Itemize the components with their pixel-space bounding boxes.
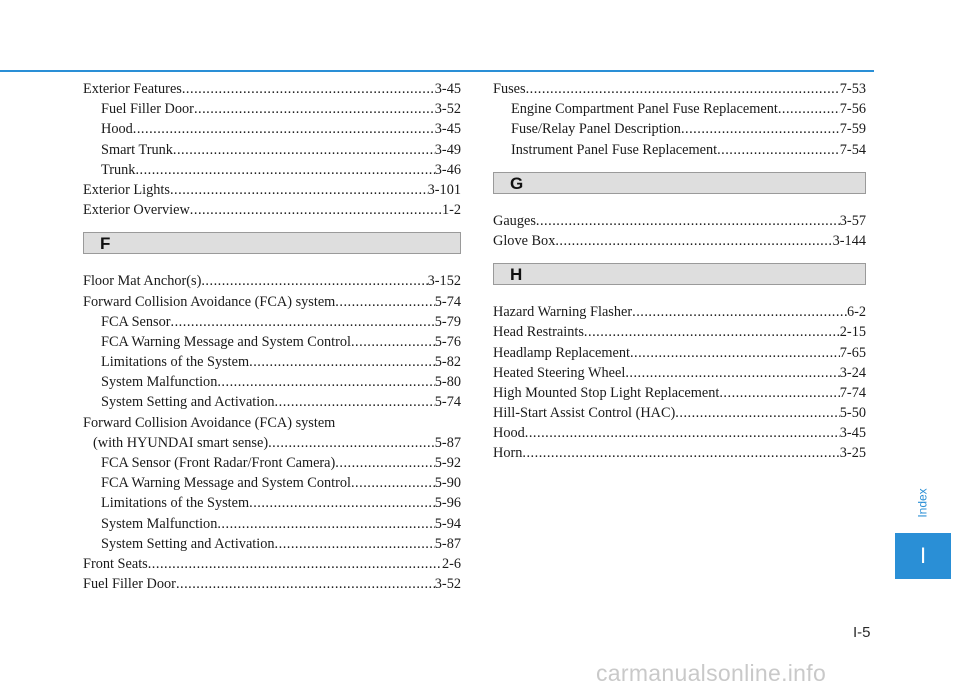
entry-page-ref: 7-56 [839,101,866,118]
entry-text: High Mounted Stop Light Replacement [493,384,720,401]
entry-text: Limitations of the System [101,354,250,371]
entry-page-ref: 5-76 [434,333,461,350]
index-subentry[interactable] [83,160,461,180]
entry-text: Smart Trunk [101,141,173,158]
entry-text: Horn [493,445,523,462]
index-entry[interactable] [83,271,461,291]
entry-text: Instrument Panel Fuse Replacement [511,141,718,158]
dot-leader [173,140,435,160]
entry-text: Hood [493,425,525,442]
dot-leader [719,383,839,403]
dot-leader [182,79,435,99]
entry-text: Engine Compartment Panel Fuse Replacement [511,101,778,118]
entry-text: Exterior Features [83,81,182,97]
dot-leader [190,200,442,220]
entry-page-ref: 7-59 [839,121,866,138]
dot-leader [630,343,840,363]
index-entry[interactable] [83,79,461,99]
entry-page-ref: 3-45 [434,121,461,138]
dot-leader [778,99,840,119]
dot-leader [717,140,840,160]
index-entry[interactable] [493,423,866,443]
entry-text: FCA Sensor [101,313,171,330]
entry-text: FCA Warning Message and System Control [101,475,351,492]
entry-page-ref: 7-74 [839,384,866,401]
index-subentry[interactable] [83,312,461,332]
dot-leader [170,180,428,200]
index-subentry[interactable] [83,514,461,534]
dot-leader [148,554,442,574]
dot-leader [522,443,839,463]
entry-page-ref: 5-92 [434,455,461,471]
entry-text: Floor Mat Anchor(s) [83,273,202,290]
dot-leader [135,160,434,180]
index-subentry[interactable] [83,493,461,513]
entry-text: Hood [101,121,133,138]
dot-leader [536,211,840,231]
entry-page-ref: 3-24 [839,364,866,381]
dot-leader [275,392,435,412]
entry-text: Fuel Filler Door [101,101,194,118]
entry-text: Glove Box [493,232,556,249]
entry-text: System Setting and Activation [101,394,275,411]
entry-page-ref: 5-94 [434,515,461,532]
entry-page-ref: 3-52 [434,576,461,593]
entry-text: Forward Collision Avoidance (FCA) system [83,414,336,431]
index-entry[interactable] [493,443,866,463]
entry-text: FCA Warning Message and System Control [101,333,351,350]
dot-leader [171,312,435,332]
index-subentry[interactable] [83,352,461,372]
entry-page-ref: 3-101 [427,181,461,198]
entry-text: Trunk [101,161,136,178]
entry-page-ref: 7-53 [839,81,866,97]
entry-text: Gauges [493,212,536,229]
page-number: I-5 [853,624,871,641]
entry-page-ref: 5-87 [434,434,461,451]
entry-page-ref: 3-49 [434,141,461,158]
entry-page-ref: 3-57 [839,212,866,229]
index-subentry[interactable] [83,99,461,119]
entry-page-ref: 3-45 [434,81,461,97]
index-entry[interactable] [493,79,866,99]
entry-text: System Setting and Activation [101,535,275,552]
dot-leader [625,363,839,383]
dot-leader [632,302,847,322]
entry-text: Heated Steering Wheel [493,364,626,381]
entry-text: (with HYUNDAI smart sense) [93,434,269,451]
section-letter-h: H [493,263,866,285]
index-subentry[interactable] [493,140,866,160]
dot-leader [194,99,435,119]
entry-page-ref: 5-90 [434,475,461,492]
entry-page-ref: 5-80 [434,374,461,391]
dot-leader [217,372,434,392]
entry-text: Hill-Start Assist Control (HAC) [493,405,676,422]
entry-text: System Malfunction [101,374,218,391]
entry-text: System Malfunction [101,515,218,532]
dot-leader [201,271,427,291]
entry-page-ref: 5-87 [434,535,461,552]
index-subentry[interactable] [493,99,866,119]
section-letter-g: G [493,172,866,194]
dot-leader [249,352,435,372]
entry-page-ref: 2-6 [441,555,461,572]
entry-page-ref: 5-74 [434,394,461,411]
index-subentry[interactable] [83,453,461,473]
dot-leader [681,119,840,139]
index-entry[interactable] [83,554,461,574]
entry-page-ref: 7-54 [839,141,866,158]
entry-page-ref: 3-52 [434,101,461,118]
index-entry[interactable] [83,200,461,220]
index-entry[interactable] [83,413,461,433]
entry-page-ref: 3-25 [839,445,866,462]
index-entry[interactable] [493,211,866,231]
index-entry[interactable] [83,180,461,200]
entry-page-ref: 2-15 [839,324,866,341]
dot-leader [217,514,434,534]
dot-leader [133,119,435,139]
entry-page-ref: 6-2 [846,304,866,321]
dot-leader [275,534,435,554]
index-subentry[interactable] [83,372,461,392]
index-subentry[interactable] [83,392,461,412]
index-entry[interactable] [493,343,866,363]
entry-page-ref: 5-50 [839,405,866,422]
entry-page-ref: 7-65 [839,344,866,361]
dot-leader [176,574,435,594]
dot-leader [335,292,434,312]
entry-text: Fuel Filler Door [83,576,176,593]
index-entry[interactable] [493,363,866,383]
section-letter-f: F [83,232,461,254]
dot-leader [584,322,840,342]
entry-text: Exterior Overview [83,202,190,219]
entry-text: FCA Sensor (Front Radar/Front Camera) [101,455,336,471]
dot-leader [526,79,840,99]
entry-page-ref: 3-152 [427,273,461,290]
index-entry[interactable] [493,403,866,423]
entry-text: Head Restraints [493,324,584,341]
index-column-left [83,79,461,594]
side-index-label: Index [915,488,930,518]
entry-text: Limitations of the System [101,495,250,512]
entry-page-ref: 5-79 [434,313,461,330]
entry-page-ref: 3-46 [434,161,461,178]
side-index-tab[interactable]: I [895,533,951,579]
entry-page-ref: 1-2 [441,202,461,219]
entry-page-ref: 5-74 [434,293,461,310]
index-column-right [493,79,866,464]
entry-text: Fuse/Relay Panel Description [511,121,681,138]
entry-page-ref: 5-96 [434,495,461,512]
entry-text: Forward Collision Avoidance (FCA) system [83,293,336,310]
entry-page-ref: 5-82 [434,354,461,371]
index-subentry[interactable] [83,332,461,352]
dot-leader [675,403,839,423]
entry-page-ref: 3-45 [839,425,866,442]
index-subentry[interactable] [83,473,461,493]
index-subentry[interactable] [83,433,461,453]
index-subentry[interactable] [83,140,461,160]
dot-leader [268,433,435,453]
index-entry[interactable] [83,574,461,594]
watermark: carmanualsonline.info [596,660,827,686]
index-entry[interactable] [493,302,866,322]
dot-leader [249,493,435,513]
index-subentry[interactable] [83,534,461,554]
index-entry[interactable] [493,383,866,403]
index-entry[interactable] [493,322,866,342]
index-subentry[interactable] [83,119,461,139]
dot-leader [351,332,435,352]
entry-page-ref: 3-144 [832,232,866,249]
entry-text: Fuses [493,81,526,97]
dot-leader [525,423,840,443]
index-entry[interactable] [83,292,461,312]
index-entry[interactable] [493,231,866,251]
dot-leader [351,473,435,493]
entry-text: Front Seats [83,555,148,572]
index-subentry[interactable] [493,119,866,139]
entry-text: Exterior Lights [83,181,170,198]
dot-leader [335,453,434,473]
entry-text: Hazard Warning Flasher [493,304,633,321]
top-rule [0,70,874,72]
entry-text: Headlamp Replacement [493,344,630,361]
dot-leader [555,231,832,251]
